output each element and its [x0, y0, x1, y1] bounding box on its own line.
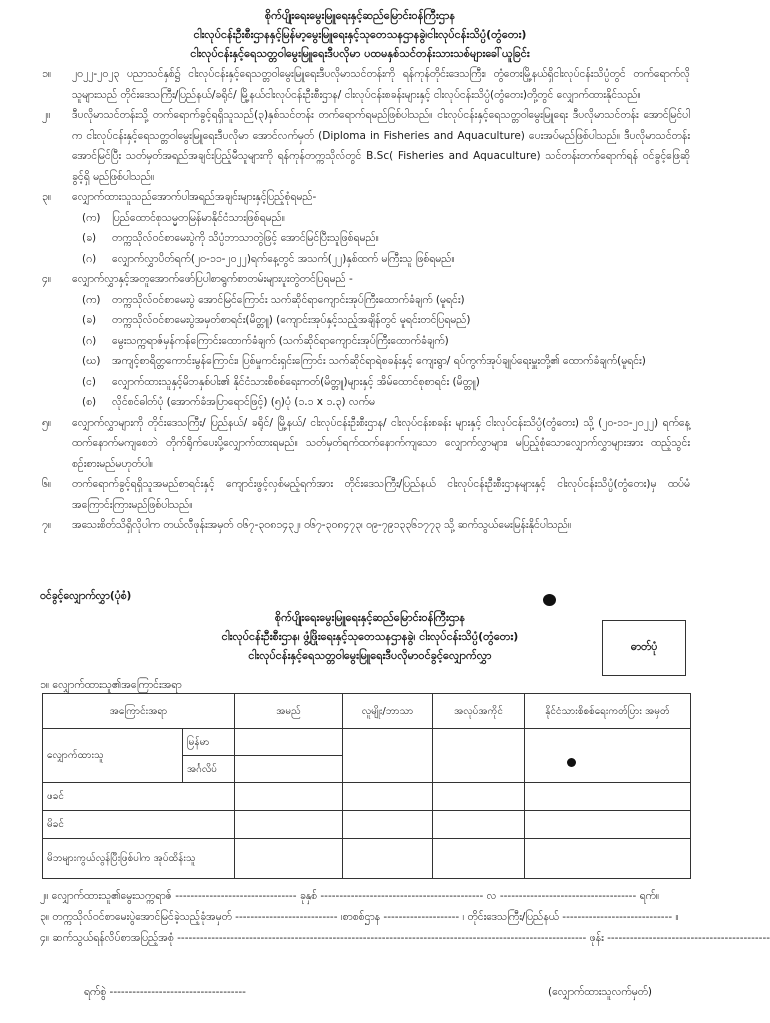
- item-number: (စ): [82, 396, 97, 408]
- applicant-table: [42, 693, 691, 879]
- cell-input[interactable]: [235, 783, 343, 811]
- table-header-row: [43, 694, 691, 729]
- cell-input[interactable]: [433, 783, 525, 811]
- row-label-mother: မိခင်: [43, 811, 235, 839]
- cell-input[interactable]: [525, 811, 691, 839]
- col-header-nrc: နိုင်ငံသားစိစစ်ရေးကတ်ပြား အမှတ်: [525, 694, 691, 729]
- item-text: လျှောက်ထားသူနှင့်မိဘနှစ်ပါး၏ နိုင်ငံသားစိစစ်ရေးကတ်(မိတ္တူ)များနှင့် အိမ်ထောင်စုစာရင်း (မိတ္တူ): [112, 375, 480, 388]
- cell-input[interactable]: [235, 756, 343, 783]
- sub-item: [40, 208, 690, 229]
- item-text: လျှောက်ထားသူသည်အောက်ပါအရည်အချင်းများနှင့်ပြည့်စုံရမည်-: [72, 191, 317, 203]
- table-row-mother: [43, 811, 691, 839]
- announcement-title: ငါးလုပ်ငန်းနှင့်ရေသတ္တဝါမွေးမြူရေးဒီပလိုမာ ပထမနှစ်သင်တန်းသားသစ်များခေါ်ယူခြင်း: [190, 47, 530, 60]
- item-number: ၃။: [42, 191, 52, 203]
- numbered-paragraph: [40, 187, 690, 208]
- address-line[interactable]: ၄။ ဆက်သွယ်ရန်လိပ်စာအပြည့်အစုံ ------------------------------------------------------------------------------------------------------------ ဖုန်း -------------------------------------------: [40, 932, 770, 944]
- col-header-race-religion: လူမျိုး/ဘာသာ: [343, 694, 433, 729]
- birthdate-line[interactable]: ၂။ လျှောက်ထားသူ၏မွေးသက္ကရာဇ် -------------------------------- ခုနှစ် ------------------------------------------- လ ------------------------------------ ရက်။: [40, 890, 660, 902]
- col-header-occupation: အလုပ်အကိုင်: [433, 694, 525, 729]
- cell-input[interactable]: [235, 839, 343, 879]
- item-number: (ဃ): [82, 355, 101, 367]
- date-field[interactable]: ရက်စွဲ ------------------------------------: [84, 986, 246, 998]
- row-label-applicant: လျှောက်ထားသူ: [43, 729, 183, 783]
- cell-input[interactable]: [343, 783, 433, 811]
- form-title: ဝင်ခွင့်လျှောက်လွှာ(ပုံစံ): [40, 590, 132, 602]
- announcement-header: [40, 6, 680, 63]
- sub-item: [40, 228, 690, 249]
- form-ministry-title: စိုက်ပျိုးရေးမွေးမြူရေးနှင့်ဆည်မြောင်းဝန်ကြီးဌာန: [274, 611, 466, 624]
- form-header: [150, 608, 590, 665]
- item-text: ပြည်ထောင်စုသမ္မတမြန်မာနိုင်ငံသားဖြစ်ရမည်။: [112, 211, 285, 224]
- cell-input[interactable]: [343, 839, 433, 879]
- cell-input[interactable]: [525, 783, 691, 811]
- sub-item: [40, 372, 690, 393]
- item-text: ဒီပလိုမာသင်တန်းသို့ တက်ရောက်ခွင့်ရရှိသူသည်(၃)နှစ်သင်တန်း တက်ရောက်ရမည်ဖြစ်ပါသည်။ ငါးလုပ်ငန်းနှင့်ရေသတ္တဝါမွေးမြူရေး ဒီပလိုမာသင်တန်း အောင်မြင်ပါက ငါးလုပ်ငန်းနှင့်ရေသတ္တဝါမွေးမြူရေးဒီပလိုမာ အောင်လက်မှတ် (Diploma in Fisheries and Aquaculture) ပေးအပ်မည်ဖြစ်ပါသည်။ ဒီပလိုမာသင်တန်း အောင်မြင်ပြီး သတ်မှတ်အရည်အချင်းပြည့်မီသူများကို ရန်ကုန်တက္ကသိုလ်တွင် B.Sc( Fisheries and Aquaculture) သင်တန်းတက်ရောက်ရန် ဝင်ခွင့်ဖြေဆိုခွင့်ရှိ မည်ဖြစ်ပါသည်။: [72, 109, 690, 183]
- item-text: မွေးသက္ကရာဇ်မှန်ကန်ကြောင်းထောက်ခံချက် (သက်ဆိုင်ရာကျောင်းအုပ်ကြီးထောက်ခံချက်): [112, 334, 449, 347]
- item-number: ၇။: [42, 519, 52, 531]
- table-row-guardian: [43, 839, 691, 879]
- form-department-title: ငါးလုပ်ငန်းဦးစီးဌာန၊ ဖွံ့ဖြိုးရေးနှင့်သုတေသနဌာနခွဲ၊ ငါးလုပ်ငန်းသိပ္ပံ(တွံတေး): [221, 630, 519, 643]
- photo-label: ဓာတ်ပုံ: [630, 640, 658, 653]
- item-text: အကျင့်စာရိတ္တကောင်းမွန်ကြောင်း၊ ပြစ်မှုကင်းရှင်းကြောင်း သက်ဆိုင်ရာရဲစခန်းနှင့် ကျေးရွာ/ ရပ်ကွက်အုပ်ချုပ်ရေးမှူးတို့၏ ထောက်ခံချက်(မူရင်း): [112, 355, 646, 367]
- item-number: (က): [82, 211, 101, 224]
- ink-dot-mark: [543, 594, 556, 606]
- item-text: ၂၀၂၂-၂၀၂၃ ပညာသင်နှစ်၌ ငါးလုပ်ငန်းနှင့်ရေသတ္တဝါမွေးမြူရေးဒီပလိုမာသင်တန်းကို ရန်ကုန်တိုင်းဒေသကြီး၊ တွံတေးမြို့နယ်ရှိငါးလုပ်ငန်းသိပ္ပံတွင် တက်ရောက်လိုသူများသည် တိုင်းဒေသကြီး/ပြည်နယ်/ခရိုင်/ မြို့နယ်ငါးလုပ်ငန်းဦးစီးဌာန/ ငါးလုပ်ငန်းစခန်းများနှင့် ငါးလုပ်ငန်းသိပ္ပံ(တွံတေး)တို့တွင် လျှောက်ထားနိုင်သည်။: [72, 68, 690, 101]
- item-number: ၂။: [42, 109, 51, 121]
- sub-item: [40, 331, 690, 352]
- numbered-paragraph: [40, 105, 690, 187]
- cell-input[interactable]: [235, 811, 343, 839]
- form-diploma-title: ငါးလုပ်ငန်းနှင့်ရေသတ္တဝါမွေးမြူရေးဒီပလိုမာဝင်ခွင့်လျှောက်လွှာ: [248, 649, 492, 662]
- sub-item: [40, 249, 690, 270]
- item-number: (ခ): [82, 314, 97, 326]
- cell-input[interactable]: [235, 729, 343, 756]
- section-1-heading: ၁။ လျှောက်ထားသူ၏အကြောင်းအရာ: [40, 679, 182, 691]
- item-text: လိုင်စင်ဓါတ်ပုံ (အောက်ခံအပြာရောင်ဖြင့်) (၅)ပုံ (၁.၁ x ၁.၃) လက်မ: [112, 396, 376, 408]
- exam-roll-line[interactable]: ၃။ တက္ကသိုလ်ဝင်စာမေးပွဲအောင်မြင်ခဲ့သည့်ခုံအမှတ် --------------------------- ၊စာစစ်ဌာန -------------------- ၊ တိုင်းဒေသကြီး/ပြည်နယ် ----------------------------- ။: [40, 911, 679, 923]
- item-number: (က): [82, 293, 101, 306]
- sub-item: [40, 392, 690, 413]
- item-text: တက္ကသိုလ်ဝင်စာမေးပွဲ အောင်မြင်ကြောင်း သက်ဆိုင်ရာကျောင်းအုပ်ကြီးထောက်ခံချက် (မူရင်း): [112, 293, 465, 306]
- cell-input[interactable]: [343, 729, 433, 783]
- table-row-father: [43, 783, 691, 811]
- item-text: တက္ကသိုလ်ဝင်စာမေးပွဲအမှတ်စာရင်း(မိတ္တူ) (ကျောင်းအုပ်နှင့်သည့်အချိန်တွင် မူရင်းတင်ပြရမည်): [112, 314, 471, 326]
- cell-input[interactable]: [433, 839, 525, 879]
- item-number: (ဂ): [82, 334, 97, 347]
- sub-item: [40, 290, 690, 311]
- item-number: ၁။: [42, 68, 52, 80]
- form-fill-lines: [40, 886, 770, 949]
- ink-dot-mark: [567, 758, 576, 767]
- item-number: (င): [82, 375, 97, 388]
- row-label-guardian: မိဘများကွယ်လွန်ပြီးဖြစ်ပါက အုပ်ထိန်းသူ: [43, 839, 235, 879]
- item-number: ၅။: [42, 416, 52, 429]
- item-text: လျှောက်လွှာနှင့်အတူအောက်ဖော်ပြပါစာရွက်စာတမ်းများပူးတွဲတင်ပြရမည် -: [72, 273, 353, 285]
- signature-label: (လျှောက်ထားသူလက်မှတ်): [548, 986, 653, 998]
- cell-input[interactable]: [525, 839, 691, 879]
- sub-label-myanmar: မြန်မာ: [183, 729, 235, 756]
- photo-box: [602, 620, 686, 676]
- cell-input[interactable]: [525, 729, 691, 783]
- cell-input[interactable]: [433, 729, 525, 783]
- item-number: (ခ): [82, 232, 97, 244]
- ministry-title: စိုက်ပျိုးရေးမွေးမြူရေးနှင့်ဆည်မြောင်းဝန်ကြီးဌာန: [264, 9, 456, 22]
- numbered-paragraph: [40, 474, 690, 515]
- col-header-subject: အကြောင်းအရာ: [43, 694, 235, 729]
- item-number: ၄။: [42, 273, 52, 285]
- item-text: တက္ကသိုလ်ဝင်စာမေးပွဲကို သိပ္ပံဘာသာတွဲဖြင့် အောင်မြင်ပြီးသူဖြစ်ရမည်။: [112, 232, 379, 244]
- numbered-paragraph: [40, 515, 690, 536]
- sub-label-english: အင်္ဂလိပ်: [183, 756, 235, 783]
- item-text: တက်ရောက်ခွင့်ရရှိသူအမည်စာရင်းနှင့် ကျောင်းဖွင့်လှစ်မည့်ရက်အား တိုင်းဒေသကြီး/ပြည်နယ် ငါးလုပ်ငန်းဦးစီးဌာနများနှင့် ငါးလုပ်ငန်းသိပ္ပံ(တွံတေး)မှ ထပ်မံအကြောင်းကြားမည်ဖြစ်ပါသည်။: [72, 478, 690, 511]
- item-text: လျှောက်လွှာများကို တိုင်းဒေသကြီး/ ပြည်နယ်/ ခရိုင်/ မြို့နယ်/ ငါးလုပ်ငန်းဦးစီးဌာန/ ငါးလုပ်ငန်းစခန်း များနှင့် ငါးလုပ်ငန်းသိပ္ပံ(တွံတေး) သို့ (၂၀-၁၁-၂၀၂၂) ရက်နေ့ထက်နောက်မကျစေဘဲ တိုက်ရိုက်ပေးပို့လျှောက်ထားရမည်။ သတ်မှတ်ရက်ထက်နောက်ကျသော လျှောက်လွှာများ၊ မပြည့်စုံသောလျှောက်လွှာများအား ထည့်သွင်းစဉ်းစားမည်မဟုတ်ပါ။: [72, 416, 690, 470]
- cell-input[interactable]: [433, 811, 525, 839]
- col-header-name: အမည်: [235, 694, 343, 729]
- item-number: (ဂ): [82, 252, 97, 265]
- sub-item: [40, 310, 690, 331]
- item-text: အသေးစိတ်သိရှိလိုပါက တယ်လီဖုန်းအမှတ် ၀၆၇-၃၀၈၁၄၃၂၊ ၀၆၇-၃၀၈၄၇၃၊ ၀၉-၇၉၁၃၃၆၁၇၇၃ သို့ ဆက်သွယ်မေးမြန်းနိုင်ပါသည်။: [72, 519, 572, 531]
- sub-item: [40, 351, 690, 372]
- announcement-body: [40, 64, 690, 536]
- table-row-applicant-myanmar: [43, 729, 691, 756]
- item-number: ၆။: [42, 478, 52, 490]
- numbered-paragraph: [40, 64, 690, 105]
- numbered-paragraph: [40, 269, 690, 290]
- numbered-paragraph: [40, 413, 690, 475]
- department-title: ငါးလုပ်ငန်းဦးစီးဌာနနှင့်မြန်မာ့မွေးမြူရေးနှင့်သုတေသနဌာနခွဲ၊ငါးလုပ်ငန်းသိပ္ပံ(တွံတေး): [193, 28, 527, 41]
- row-label-father: ဖခင်: [43, 783, 235, 811]
- item-text: လျှောက်လွှာပိတ်ရက်(၂၀-၁၁-၂၀၂၂)ရက်နေ့တွင် အသက်(၂၂)နှစ်ထက် မကြီးသူ ဖြစ်ရမည်။: [112, 252, 455, 265]
- cell-input[interactable]: [343, 811, 433, 839]
